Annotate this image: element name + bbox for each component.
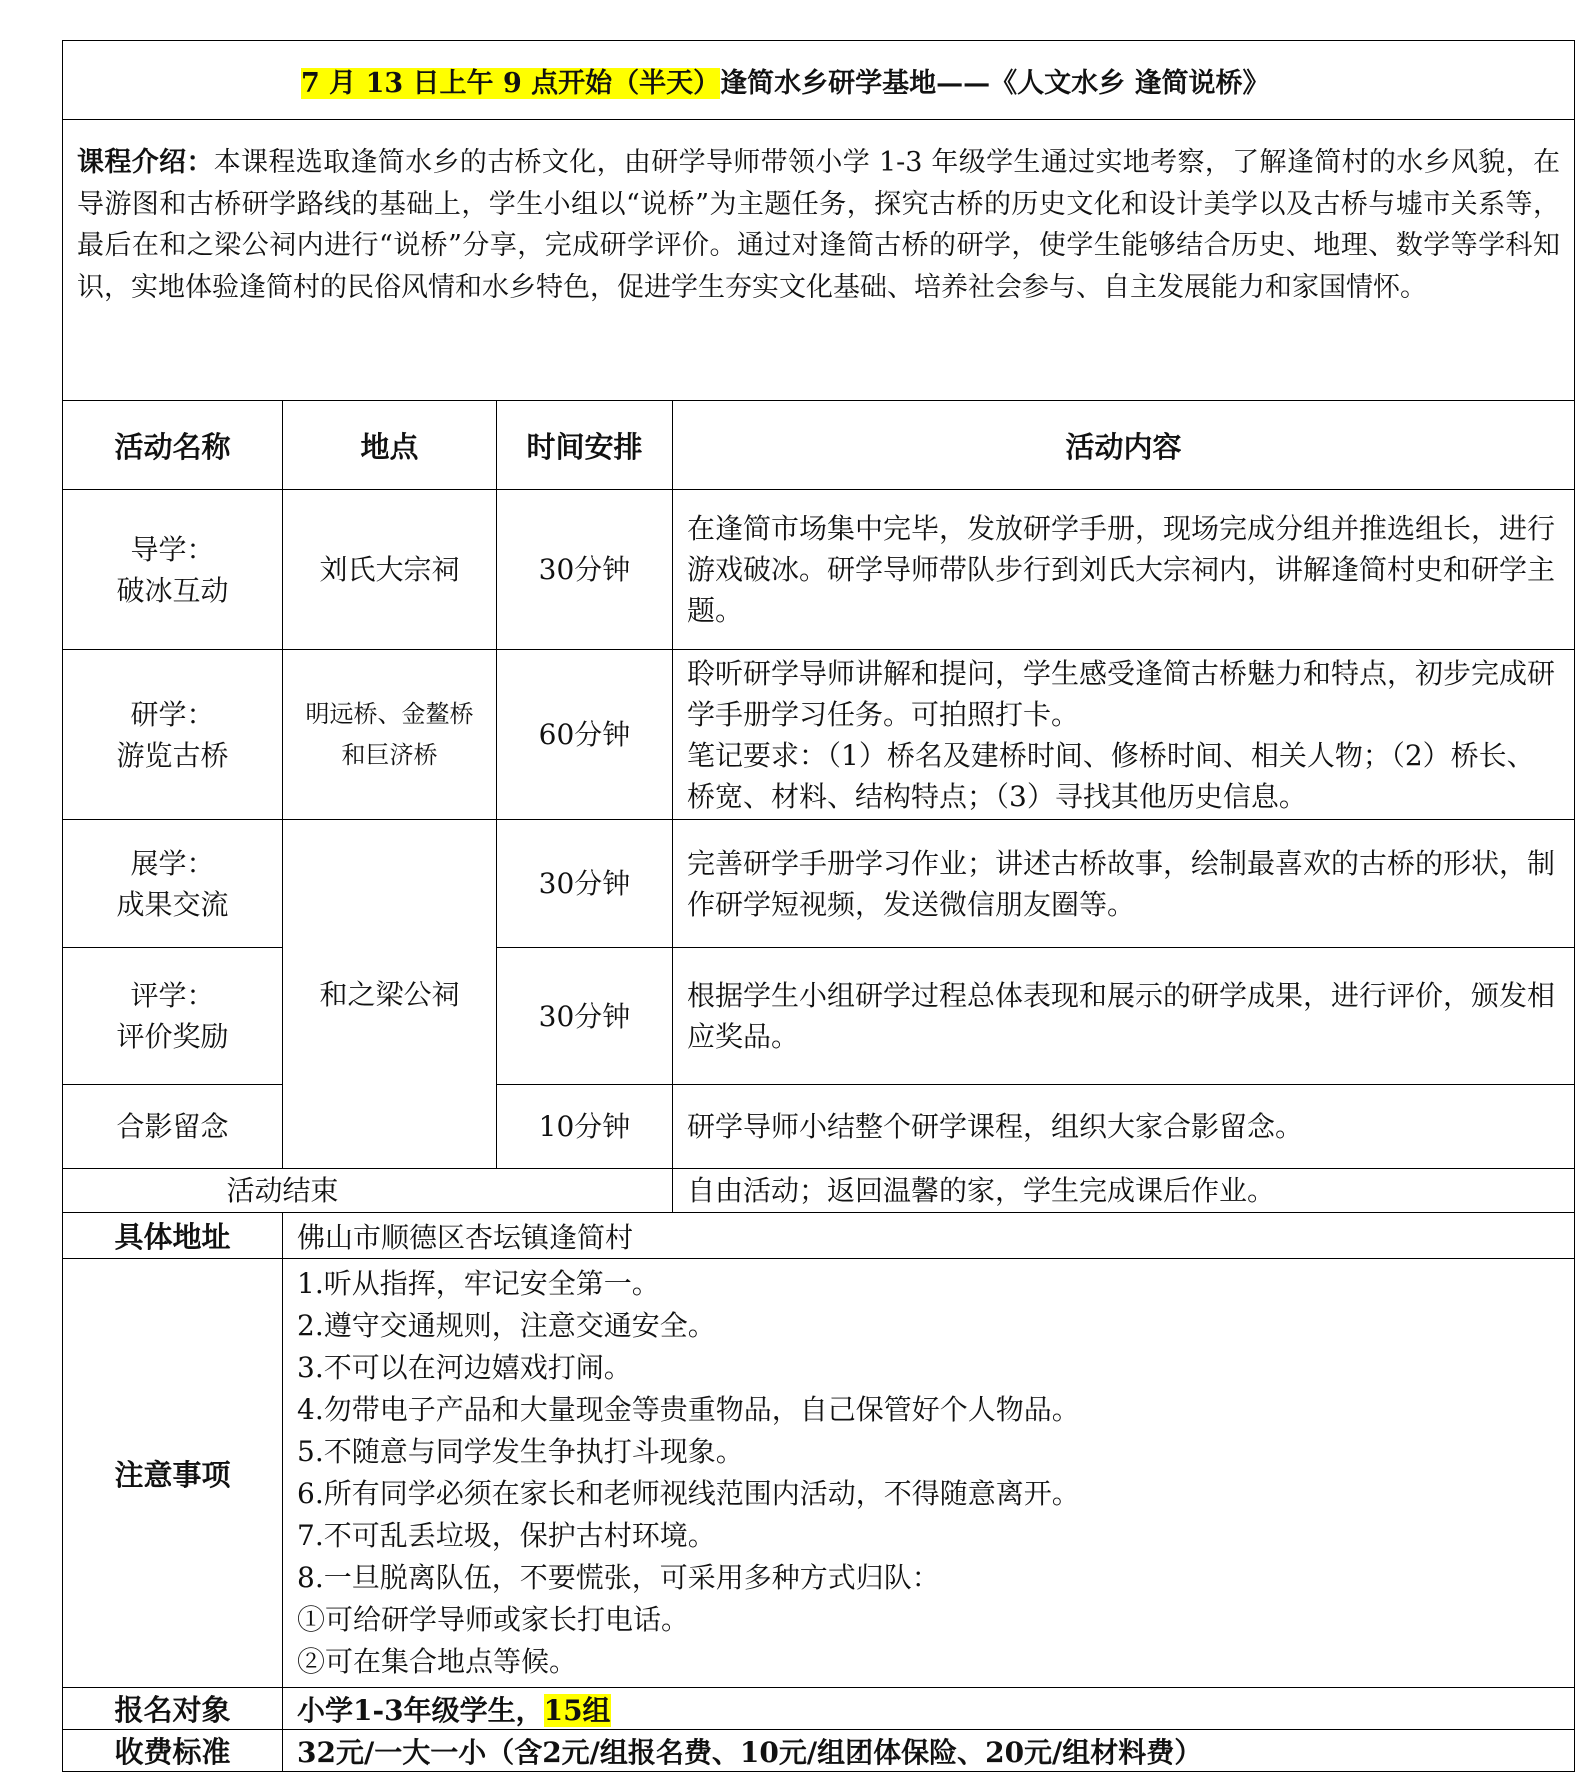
activity-time: 30分钟 [497, 948, 673, 1085]
table-row [63, 650, 1575, 820]
list-item: 5.不随意与同学发生争执打斗现象。 [297, 1435, 744, 1468]
activity-name [63, 490, 283, 650]
activity-name [63, 948, 283, 1085]
activity-content: 完善研学手册学习作业；讲述古桥故事，绘制最喜欢的古桥的形状，制作研学短视频，发送微信朋友圈等。 [673, 820, 1575, 948]
notes-label: 注意事项 [63, 1259, 283, 1688]
intro-row [63, 120, 1575, 401]
activity-name-line2: 评价奖励 [116, 1020, 229, 1053]
activity-location: 和之梁公祠 [283, 820, 497, 1169]
activity-content: 根据学生小组研学过程总体表现和展示的研学成果，进行评价，颁发相应奖品。 [673, 948, 1575, 1085]
activity-content: 研学导师小结整个研学课程，组织大家合影留念。 [673, 1085, 1575, 1169]
activity-name: 合影留念 [63, 1085, 283, 1169]
activity-content-note: 笔记要求：（1）桥名及建桥时间、修桥时间、相关人物；（2）桥长、桥宽、材料、结构特点；（3）寻找其他历史信息。 [687, 738, 1535, 813]
address-value: 佛山市顺德区杏坛镇逢简村 [283, 1213, 1575, 1259]
fee-row [63, 1730, 1575, 1772]
header-activity-name: 活动名称 [63, 401, 283, 490]
address-label: 具体地址 [63, 1213, 283, 1259]
list-item: ②可在集合地点等候。 [297, 1645, 578, 1678]
date-highlight: 7 月 13 日上午 9 点开始（半天） [301, 67, 721, 99]
course-title: 逢简水乡研学基地——《人文水乡 逢简说桥》 [720, 67, 1270, 99]
header-time: 时间安排 [497, 401, 673, 490]
notes-row [63, 1259, 1575, 1688]
activity-name-line1: 展学： [130, 846, 215, 880]
activity-name-line2: 成果交流 [116, 887, 229, 921]
schedule-sheet [62, 40, 1574, 1772]
list-item: 3.不可以在河边嬉戏打闹。 [297, 1351, 632, 1384]
activity-content: 在逢简市场集中完毕，发放研学手册，现场完成分组并推选组长，进行游戏破冰。研学导师带队步行到刘氏大宗祠内，讲解逢简村史和研学主题。 [673, 490, 1575, 650]
activity-name [63, 820, 283, 948]
activity-name-line1: 评学： [130, 979, 215, 1012]
enrollment-value-cell [283, 1688, 1575, 1730]
activity-name-line2: 破冰互动 [116, 573, 229, 607]
title-row [63, 41, 1575, 120]
table-row [63, 820, 1575, 948]
activity-time: 60分钟 [497, 650, 673, 820]
intro-label: 课程介绍： [77, 147, 214, 178]
activity-location: 刘氏大宗祠 [283, 490, 497, 650]
title-cell [63, 41, 1575, 120]
list-item: 6.所有同学必须在家长和老师视线范围内活动，不得随意离开。 [297, 1477, 1080, 1510]
intro-text: 本课程选取逢简水乡的古桥文化，由研学导师带领小学 1-3 年级学生通过实地考察，了解逢简村的水乡风貌，在导游图和古桥研学路线的基础上，学生小组以“说桥”为主题任务，探究古桥的历史文化和设计美学以及古桥与墟市关系等，最后在和之梁公祠内进行“说桥”分享，完成研学评价。通过对逢简古桥的研学，使学生能够结合历史、地理、数学等学科知识，实地体验逢简村的民俗风情和水乡特色，促进学生夯实文化基础、培养社会参与、自主发展能力和家国情怀。 [77, 147, 1560, 303]
notes-list [283, 1259, 1575, 1688]
list-item: 8.一旦脱离队伍，不要慌张，可采用多种方式归队： [297, 1561, 940, 1594]
table-header-row [63, 401, 1575, 490]
address-row [63, 1213, 1575, 1259]
list-item: 2.遵守交通规则，注意交通安全。 [297, 1309, 716, 1342]
activity-location [283, 650, 497, 820]
activity-name-line2: 游览古桥 [116, 738, 229, 772]
activity-location-line1: 明远桥、金鳌桥 [305, 699, 474, 728]
activity-content-main: 聆听研学导师讲解和提问，学生感受逢简古桥魅力和特点，初步完成研学手册学习任务。可拍照打卡。 [687, 656, 1556, 731]
enrollment-row [63, 1688, 1575, 1730]
fee-label: 收费标准 [63, 1730, 283, 1772]
intro-cell [63, 120, 1575, 401]
activity-name [63, 650, 283, 820]
end-label: 活动结束 [63, 1169, 673, 1213]
header-location: 地点 [283, 401, 497, 490]
enrollment-value: 小学1-3年级学生， [297, 1693, 544, 1727]
header-content: 活动内容 [673, 401, 1575, 490]
fee-value: 32元/一大一小（含2元/组报名费、10元/组团体保险、20元/组材料费） [283, 1730, 1575, 1772]
enrollment-highlight: 15组 [543, 1693, 611, 1727]
activity-name-line1: 导学： [130, 532, 215, 566]
activity-location-line2: 和巨济桥 [341, 740, 438, 769]
schedule-table [62, 40, 1575, 1772]
end-content: 自由活动；返回温馨的家，学生完成课后作业。 [673, 1169, 1575, 1213]
activity-time: 10分钟 [497, 1085, 673, 1169]
list-item: ①可给研学导师或家长打电话。 [297, 1603, 690, 1636]
list-item: 4.勿带电子产品和大量现金等贵重物品，自己保管好个人物品。 [297, 1393, 1080, 1426]
list-item: 7.不可乱丢垃圾，保护古村环境。 [297, 1519, 716, 1552]
enrollment-label: 报名对象 [63, 1688, 283, 1730]
activity-name-line1: 研学： [130, 697, 215, 731]
activity-time: 30分钟 [497, 490, 673, 650]
table-row [63, 490, 1575, 650]
activity-time: 30分钟 [497, 820, 673, 948]
end-row [63, 1169, 1575, 1213]
list-item: 1.听从指挥，牢记安全第一。 [297, 1267, 660, 1300]
activity-content [673, 650, 1575, 820]
